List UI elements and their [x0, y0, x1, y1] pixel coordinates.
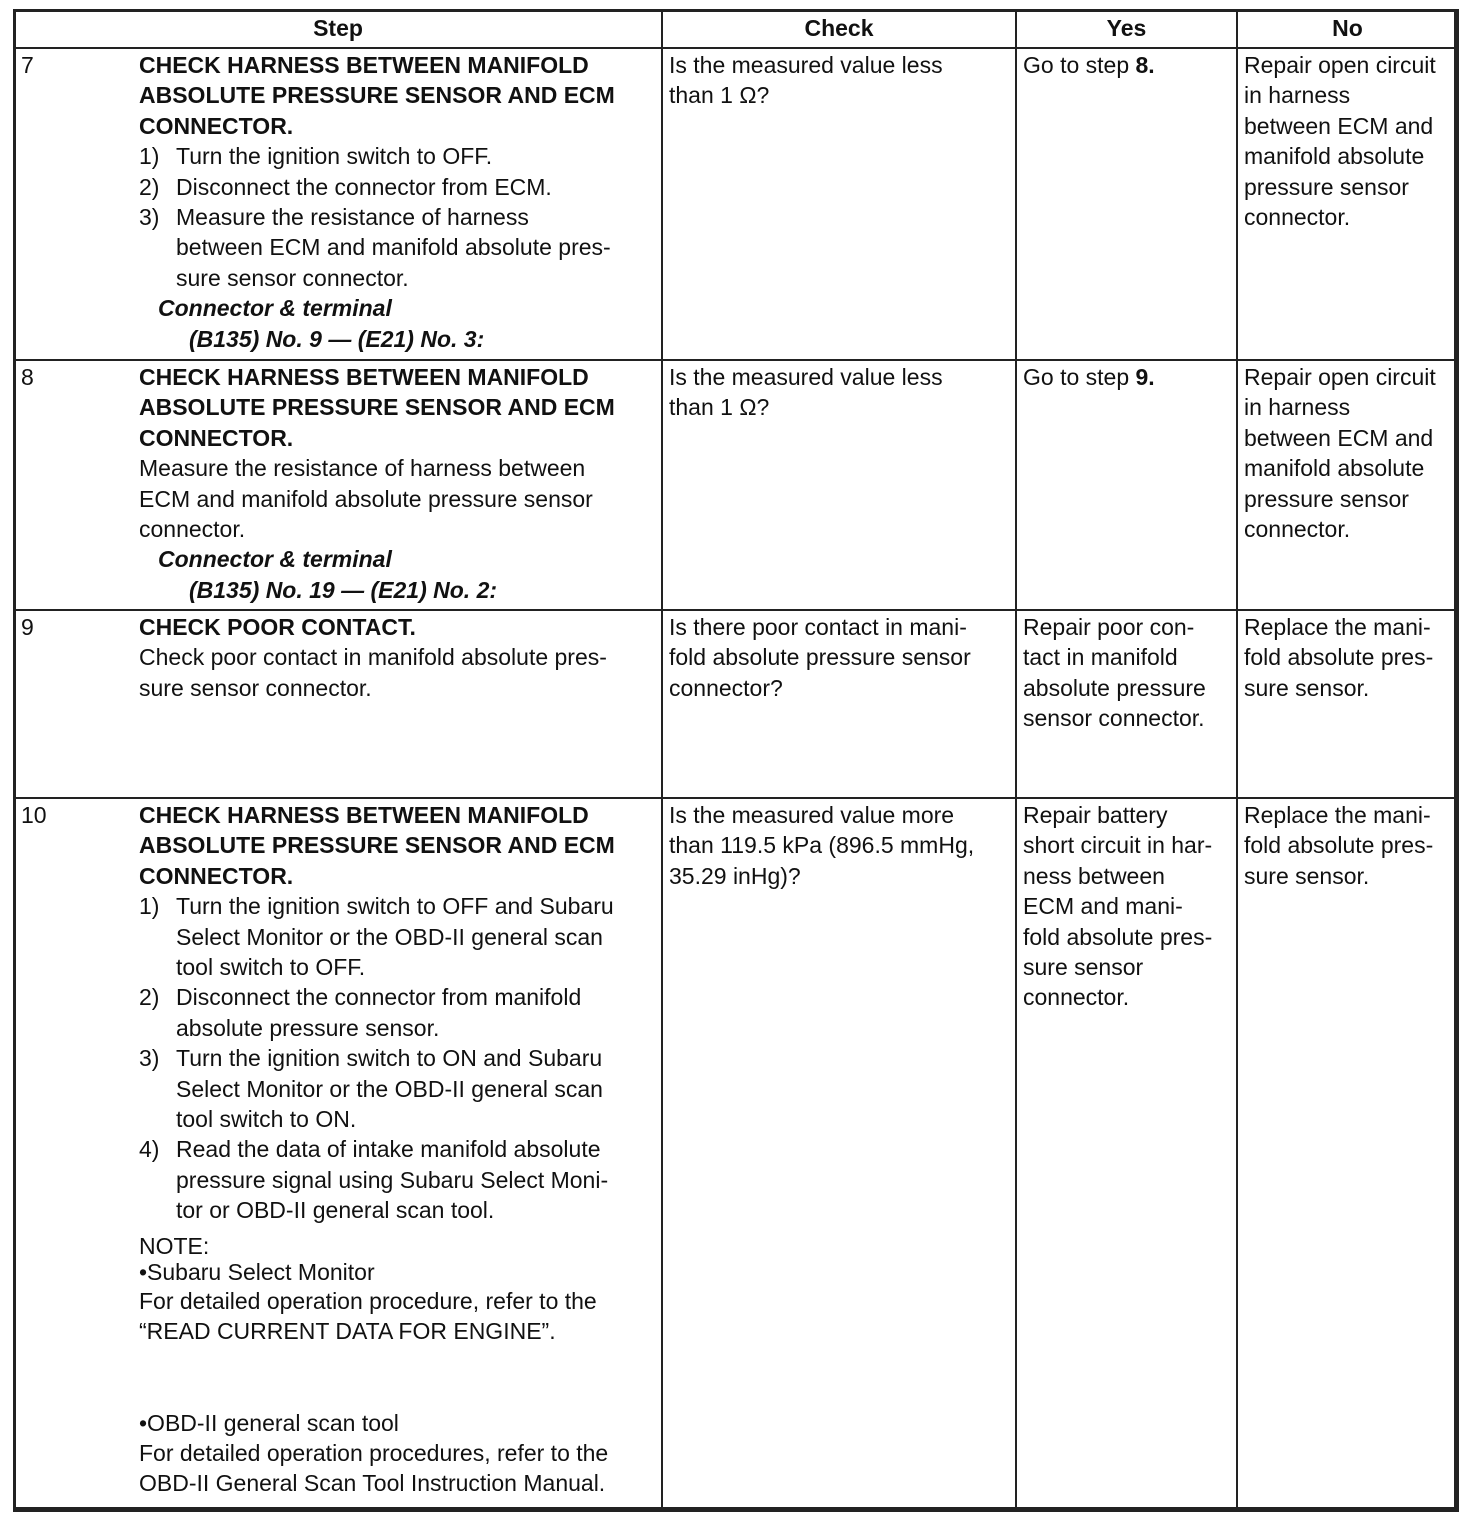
header-yes: Yes [1016, 10, 1237, 48]
step-body: Measure the resistance of harness between ECM and manifold absolute pressure sensor connector. [139, 455, 593, 543]
yes-cell: Go to step 8. [1016, 48, 1237, 360]
header-no: No [1237, 10, 1458, 48]
yes-cell: Repair battery short circuit in har- ness between ECM and mani- fold absolute pres- sure sensor connector. [1016, 798, 1237, 1511]
connector-label: Connector & terminal [158, 295, 392, 322]
substep: 3) Turn the ignition switch to ON and Subaru Select Monitor or the OBD-II general scan tool switch to ON. [139, 1045, 603, 1133]
check-cell: Is the measured value less than 1 Ω? [662, 360, 1016, 610]
substep: 4) Read the data of intake manifold absolute pressure signal using Subaru Select Moni- tor or OBD-II general scan tool. [139, 1136, 609, 1224]
no-cell: Repair open circuit in harness between ECM and manifold absolute pressure sensor connector. [1237, 48, 1458, 360]
step-title: CHECK POOR CONTACT. [139, 614, 416, 640]
no-cell: Replace the mani- fold absolute pres- sure sensor. [1237, 610, 1458, 798]
step-number: 8 [14, 360, 133, 610]
step-title: CHECK HARNESS BETWEEN MANIFOLD ABSOLUTE PRESSURE SENSOR AND ECM CONNECTOR. [139, 364, 615, 451]
step-title: CHECK HARNESS BETWEEN MANIFOLD ABSOLUTE PRESSURE SENSOR AND ECM CONNECTOR. [139, 52, 615, 139]
step-number: 10 [14, 798, 133, 1511]
terminal-spec: (B135) No. 19 — (E21) No. 2: [189, 576, 498, 603]
step-number: 7 [14, 48, 133, 360]
yes-cell: Repair poor con- tact in manifold absolute pressure sensor connector. [1016, 610, 1237, 798]
step-link: 9. [1135, 364, 1155, 390]
note-heading: NOTE: [139, 1232, 210, 1259]
no-cell: Repair open circuit in harness between ECM and manifold absolute pressure sensor connector. [1237, 360, 1458, 610]
note-obd: •OBD-II general scan tool For detailed operation procedures, refer to the OBD-II General Scan Tool Instruction Manual. [139, 1409, 609, 1497]
connector-label: Connector & terminal [158, 546, 392, 573]
substep: 3) Measure the resistance of harness between ECM and manifold absolute pres- sure sensor connector. [139, 204, 611, 291]
check-cell: Is the measured value less than 1 Ω? [662, 48, 1016, 360]
no-cell: Replace the mani- fold absolute pres- sure sensor. [1237, 798, 1458, 1511]
step-link: 8. [1135, 52, 1155, 78]
header-check: Check [662, 10, 1016, 48]
terminal-spec: (B135) No. 9 — (E21) No. 3: [189, 325, 485, 352]
step-body: Check poor contact in manifold absolute pres- sure sensor connector. [139, 644, 607, 701]
step-number: 9 [14, 610, 133, 798]
table-outer-border [13, 9, 1457, 1510]
step-title: CHECK HARNESS BETWEEN MANIFOLD ABSOLUTE PRESSURE SENSOR AND ECM CONNECTOR. [139, 802, 615, 889]
check-cell: Is the measured value more than 119.5 kPa (896.5 mmHg, 35.29 inHg)? [662, 798, 1016, 1511]
substep: 1) Turn the ignition switch to OFF and Subaru Select Monitor or the OBD-II general scan tool switch to OFF. [139, 893, 614, 981]
header-step: Step [14, 10, 662, 48]
substep: 1) Turn the ignition switch to OFF. [139, 143, 493, 170]
substep: 2) Disconnect the connector from manifold absolute pressure sensor. [139, 984, 582, 1041]
note-ssm: •Subaru Select Monitor For detailed operation procedure, refer to the “READ CURRENT DATA FOR ENGINE”. [139, 1258, 597, 1345]
check-cell: Is there poor contact in mani- fold absolute pressure sensor connector? [662, 610, 1016, 798]
substep: 2) Disconnect the connector from ECM. [139, 173, 552, 200]
yes-cell: Go to step 9. [1016, 360, 1237, 610]
